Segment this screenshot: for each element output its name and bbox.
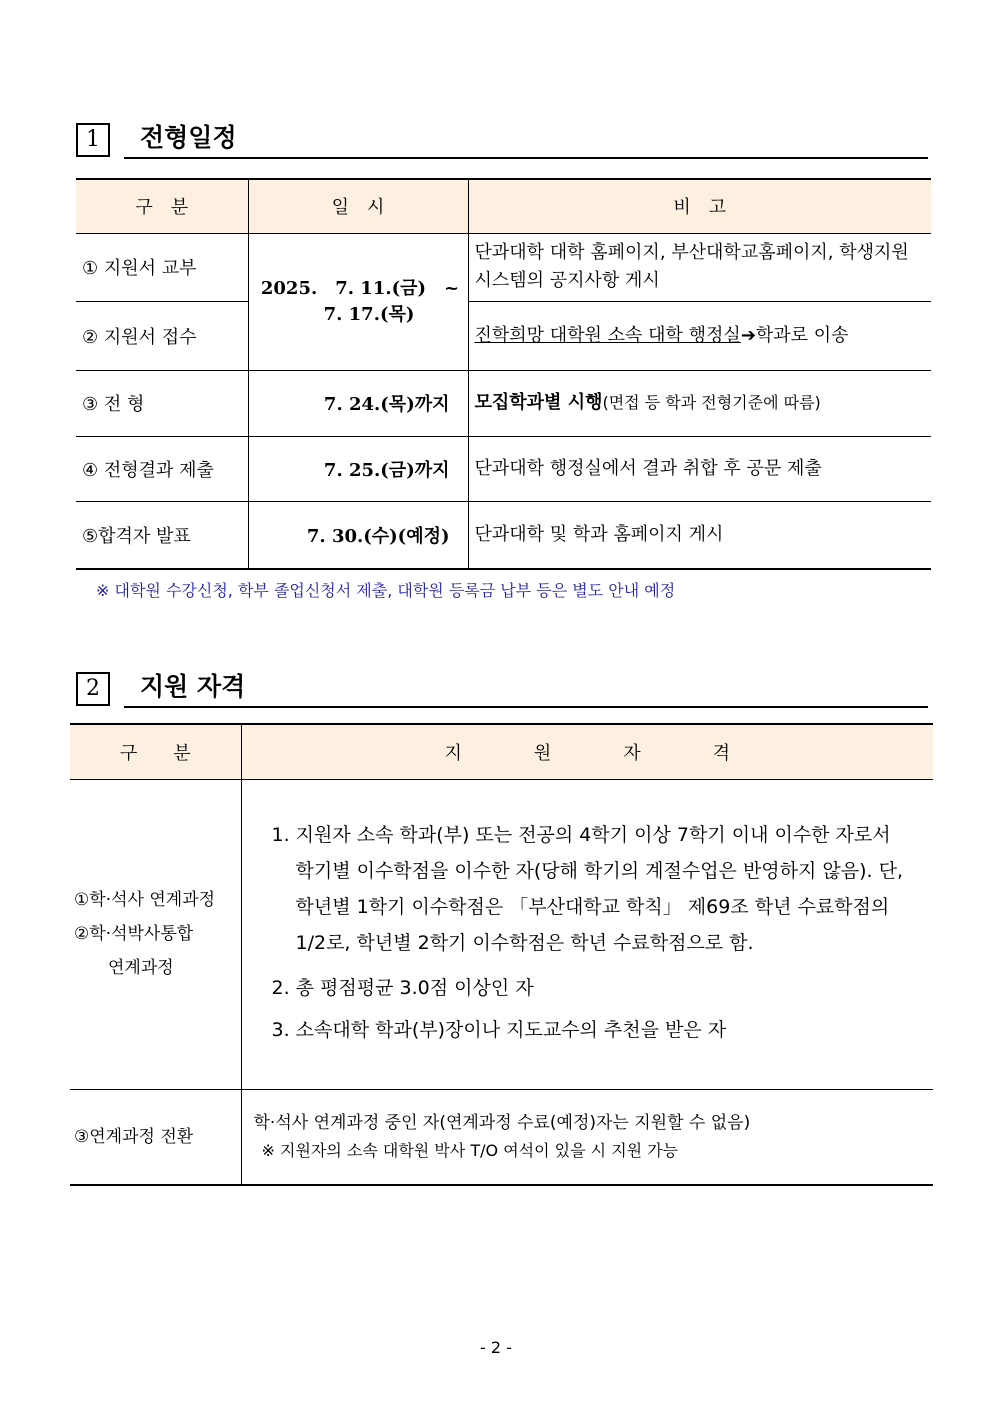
conversion-qualification [241,1089,933,1185]
category-line: ①학·석사 연계과정 [74,890,216,910]
application-period-end: 7. 17.(목) [323,303,415,325]
schedule-row-date: 7. 30.(수)(예정) [248,501,468,569]
eligibility-table [70,723,933,1186]
application-period [248,233,468,370]
section2-number: 2 [76,672,110,706]
section1-title: 전형일정 [124,123,928,159]
schedule-row-label: ⑤합격자 발표 [76,501,248,569]
conversion-note: ※ 지원자의 소속 대학원 박사 T/O 여석이 있을 시 지원 가능 [261,1140,679,1160]
submission-forward: ➔학과로 이송 [740,324,849,346]
schedule-row-note: 단과대학 및 학과 홈페이지 게시 [474,523,724,545]
schedule-row-note [468,301,931,370]
section2-heading [76,672,928,712]
qualification-list [242,817,934,1051]
qualification-item: 1. 지원자 소속 학과(부) 또는 전공의 4학기 이상 7학기 이내 이수한 자로서 학기별 이수학점을 이수한 자(당해 학기의 계절수업은 반영하지 않음). 단, 학년별 1학기 이수학점은 「부산대학교 학칙」 제69조 학년 수료학점의 1/2로, 학년별 2학기 이수학점은 학년 수료학점으로 함. [271,824,903,954]
schedule-row-label: ② 지원서 접수 [76,301,248,370]
qualification-item: 3. 소속대학 학과(부)장이나 지도교수의 추천을 받은 자 [271,1019,727,1041]
schedule-table [76,178,931,570]
category-line: ②학·석박사통합 [74,924,194,944]
eligibility-category: ③연계과정 전환 [70,1089,241,1185]
schedule-row-note: 단과대학 대학 홈페이지, 부산대학교홈페이지, 학생지원시스템의 공지사항 게시 [468,233,931,301]
schedule-header-category: 구 분 [76,179,248,233]
section1-number: 1 [76,123,110,157]
schedule-row-label: ① 지원서 교부 [76,233,248,301]
page-number: - 2 - [480,1338,512,1357]
section2-title: 지원 자격 [124,672,928,708]
qualification-item: 2. 총 평점평균 3.0점 이상인 자 [271,977,534,999]
schedule-row-date: 7. 25.(금)까지 [248,436,468,501]
section1-heading [76,123,928,163]
schedule-header-note: 비 고 [468,179,931,233]
eligibility-category [70,779,241,1089]
application-period-start: 2025. 7. 11.(금) ~ [260,277,460,299]
submission-office: 진학희망 대학원 소속 대학 행정실 [474,324,741,346]
eligibility-qualification [241,779,933,1089]
schedule-row-label: ③ 전 형 [76,370,248,436]
schedule-header-date: 일 시 [248,179,468,233]
schedule-footnote: ※ 대학원 수강신청, 학부 졸업신청서 제출, 대학원 등록금 납부 등은 별도 안내 예정 [96,581,676,600]
schedule-row-note [468,370,931,436]
schedule-row-note: 단과대학 행정실에서 결과 취합 후 공문 제출 [468,436,931,501]
category-line: 연계과정 [108,958,174,978]
conversion-line: 학·석사 연계과정 중인 자(연계과정 수료(예정)자는 지원할 수 없음) [253,1112,751,1133]
screening-detail: (면접 등 학과 전형기준에 따름) [602,393,821,412]
screening-method: 모집학과별 시행 [474,392,603,413]
eligibility-header-qualification: 지 원 자 격 [241,724,933,779]
schedule-row-date: 7. 24.(목)까지 [248,370,468,436]
eligibility-header-category: 구 분 [70,724,241,779]
schedule-row-label: ④ 전형결과 제출 [76,436,248,501]
